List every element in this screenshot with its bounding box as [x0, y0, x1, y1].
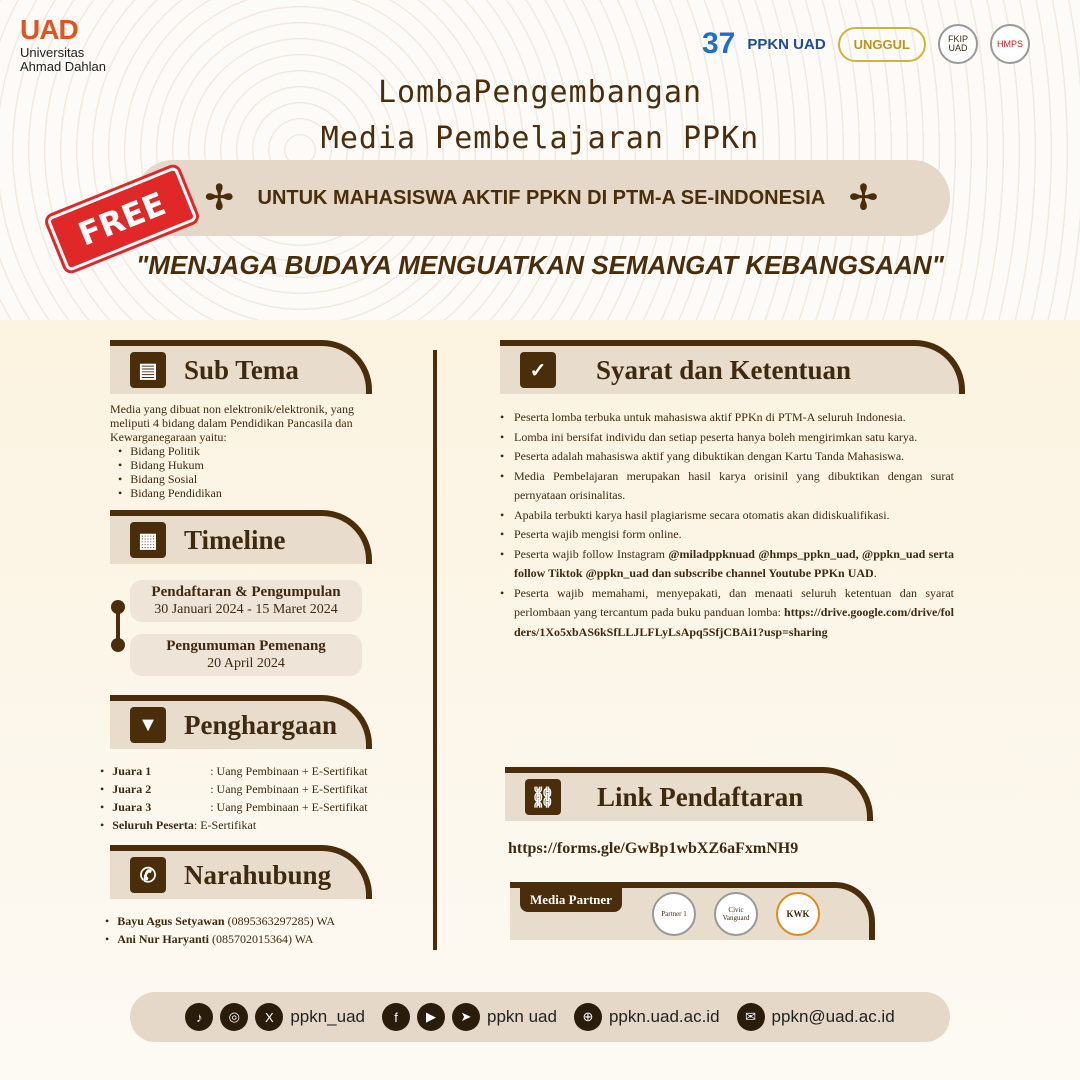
hmps-logo: HMPS — [990, 24, 1030, 64]
page-title — [0, 70, 1080, 162]
contact-phone: (085702015364) WA — [212, 932, 314, 946]
list-item: • Bidang Sosial — [118, 472, 378, 486]
mail-icon: ✉ — [737, 1003, 765, 1031]
fkip-logo: FKIP UAD — [938, 24, 978, 64]
narahubung-header — [110, 845, 372, 899]
facebook-icon[interactable]: f — [382, 1003, 410, 1031]
syarat-item: • Apabila terbukti karya hasil plagiarisme secara otomatis akan didiskualifikasi. — [500, 506, 954, 526]
email-link[interactable]: ppkn@uad.ac.id — [771, 1007, 895, 1026]
prize-label: Juara 2 — [112, 782, 152, 796]
partner-logo: KWK — [776, 892, 820, 936]
contact-phone: (0895363297285) WA — [227, 914, 336, 928]
syarat-heading: Syarat dan Ketentuan — [596, 354, 852, 385]
contact-item — [105, 930, 425, 948]
social-handle[interactable]: ppkn_uad — [290, 1007, 365, 1026]
syarat-item: • Peserta adalah mahasiswa aktif yang dibuktikan dengan Kartu Tanda Mahasiswa. — [500, 447, 954, 467]
contact-name: Bayu Agus Setyawan — [117, 914, 225, 928]
social-handles: @miladppknuad @hmps_ppkn_uad, @ppkn_uad serta follow Tiktok @ppkn_uad dan subscribe channel Youtube PPKn UAD — [514, 546, 954, 580]
partner-logo: Civic Vanguard — [714, 892, 758, 936]
phone-icon: ✆ — [130, 857, 166, 893]
social-name[interactable]: ppkn uad — [487, 1007, 557, 1026]
syarat-item: • Lomba ini bersifat individu dan setiap peserta hanya boleh mengirimkan satu karya. — [500, 428, 954, 448]
unggul-badge: UNGGUL — [838, 27, 926, 62]
syarat-item: • Peserta wajib mengisi form online. — [500, 525, 954, 545]
uad-logo-mark: UAD — [20, 14, 78, 45]
partner-logo: Partner 1 — [652, 892, 696, 936]
prize-value: : Uang Pembinaan + E-Sertifikat — [210, 764, 368, 778]
syarat-header — [500, 340, 965, 394]
flower-icon: ✢ — [849, 179, 878, 217]
document-icon: ▤ — [130, 352, 166, 388]
narahubung-heading: Narahubung — [184, 859, 332, 890]
checklist-document-icon: ✓ — [520, 352, 556, 388]
media-partner-label: Media Partner — [520, 888, 622, 912]
syarat-item: • Peserta lomba terbuka untuk mahasiswa aktif PPKn di PTM-A seluruh Indonesia. — [500, 408, 954, 428]
eligibility-banner — [135, 160, 950, 236]
event-date: 30 Januari 2024 - 15 Maret 2024 — [154, 602, 338, 617]
event-title: Pengumuman Pemenang — [166, 638, 326, 654]
media-partner-box — [510, 882, 875, 940]
timeline-event — [130, 634, 362, 676]
contact-name: Ani Nur Haryanti — [117, 932, 209, 946]
globe-icon: ⊕ — [574, 1003, 602, 1031]
timeline-event — [130, 580, 362, 622]
prize-item — [100, 762, 415, 780]
free-tag: FREE — [46, 166, 198, 272]
event-date: 20 April 2024 — [207, 656, 285, 671]
prize-label: Juara 3 — [112, 800, 152, 814]
title-line2: Media Pembelajaran PPKn — [320, 121, 760, 156]
prize-item — [100, 780, 415, 798]
prize-value: : Uang Pembinaan + E-Sertifikat — [210, 800, 368, 814]
calendar-clock-icon: ▦ — [130, 522, 166, 558]
prize-label: Seluruh Peserta — [112, 818, 194, 832]
flower-icon: ✢ — [205, 179, 234, 217]
ppkn-uad-logo: PPKN UAD — [747, 35, 826, 53]
center-divider — [433, 350, 437, 950]
prize-item — [100, 798, 415, 816]
list-item: • Bidang Pendidikan — [118, 486, 378, 500]
guidebook-link[interactable]: https://drive.google.com/drive/folders/1Xo5xbAS6kSfLLJLFLyLsApq5SfjCBAi1?usp=sharing — [514, 605, 954, 639]
website-link[interactable]: ppkn.uad.ac.id — [608, 1007, 720, 1026]
prize-value: : E-Sertifikat — [193, 818, 257, 832]
registration-link[interactable]: https://forms.gle/GwBp1wbXZ6aFxmNH9 — [508, 840, 799, 857]
penghargaan-header — [110, 695, 372, 749]
event-title: Pendaftaran & Pengumpulan — [151, 584, 341, 600]
list-item: • Bidang Politik — [118, 444, 378, 458]
contact-list — [105, 912, 425, 948]
list-item: • Bidang Hukum — [118, 458, 378, 472]
timeline-header — [110, 510, 372, 564]
sub-tema-heading: Sub Tema — [184, 354, 299, 385]
prize-list — [100, 762, 415, 834]
anniversary-logo: 37 — [701, 27, 736, 60]
bookmark-icon: ▼ — [130, 707, 166, 743]
timeline-heading: Timeline — [184, 524, 286, 555]
sub-tema-intro: Media yang dibuat non elektronik/elektronik, yang meliputi 4 bidang dalam Pendidikan Pancasila dan Kewarganegaraan yaitu: — [110, 402, 354, 444]
contact-item — [105, 912, 425, 930]
title-line1: LombaPengembangan — [377, 75, 703, 110]
follow-text: Peserta wajib follow Instagram — [514, 546, 669, 561]
penghargaan-heading: Penghargaan — [184, 709, 338, 740]
instagram-icon[interactable]: ◎ — [220, 1003, 248, 1031]
uad-logo — [20, 14, 106, 74]
partner-logos — [702, 24, 1030, 64]
prize-item — [100, 816, 415, 834]
x-icon[interactable]: X — [255, 1003, 283, 1031]
guide-text: Peserta wajib memahami, menyepakati, dan menaati seluruh ketentuan dan syarat perlombaan yang tercantum pada buku panduan lomba: — [514, 585, 954, 619]
follow-end: . — [873, 566, 877, 580]
youtube-icon[interactable]: ▶ — [417, 1003, 445, 1031]
uad-name-line2: Ahmad Dahlan — [20, 59, 106, 74]
sub-tema-header — [110, 340, 372, 394]
prize-value: : Uang Pembinaan + E-Sertifikat — [210, 782, 368, 796]
uad-name-line1: Universitas — [20, 45, 85, 60]
prize-label: Juara 1 — [112, 764, 152, 778]
sub-tema-body — [110, 402, 378, 500]
banner-text: UNTUK MAHASISWA AKTIF PPKN DI PTM-A SE-INDONESIA — [257, 186, 826, 209]
link-pendaftaran-header — [505, 767, 873, 821]
syarat-item — [500, 545, 954, 584]
syarat-item — [500, 584, 954, 643]
slogan: "MENJAGA BUDAYA MENGUATKAN SEMANGAT KEBANGSAAN" — [135, 250, 945, 280]
link-icon: ⛓ — [525, 779, 561, 815]
syarat-list — [500, 408, 954, 642]
telegram-icon[interactable]: ➤ — [452, 1003, 480, 1031]
syarat-item: • Media Pembelajaran merupakan hasil karya orisinil yang dibuktikan dengan surat pernyataan orisinalitas. — [500, 467, 954, 506]
tiktok-icon[interactable]: ♪ — [185, 1003, 213, 1031]
link-heading: Link Pendaftaran — [597, 781, 804, 812]
social-footer — [130, 992, 950, 1042]
timeline-connector — [108, 600, 126, 650]
